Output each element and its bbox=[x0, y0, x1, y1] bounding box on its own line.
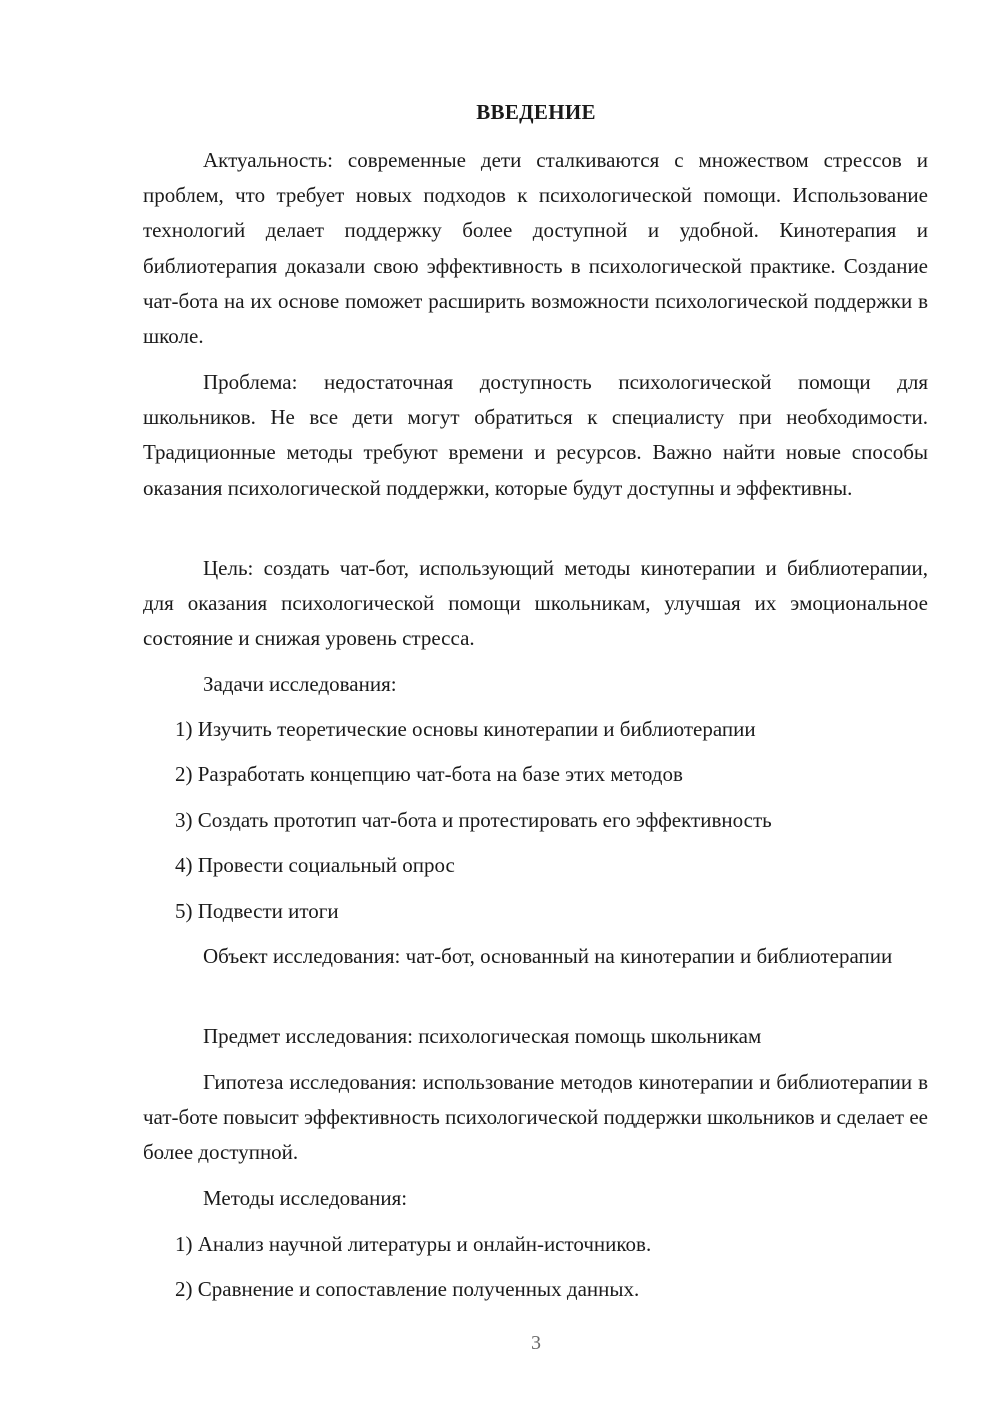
task-item: 3) Создать прототип чат-бота и протестировать его эффективность bbox=[175, 808, 772, 832]
tasks-heading: Задачи исследования: bbox=[203, 672, 397, 696]
task-item: 5) Подвести итоги bbox=[175, 899, 339, 923]
methods-heading: Методы исследования: bbox=[203, 1186, 408, 1210]
method-item: 1) Анализ научной литературы и онлайн-источников. bbox=[175, 1232, 652, 1256]
page-title: ВВЕДЕНИЕ bbox=[476, 100, 596, 124]
hypothesis-paragraph: Гипотеза исследования: использование методов кинотерапии и библиотерапии в чат-боте повысит эффективность психологической поддержки школьников и сделает ее более доступной. bbox=[143, 1070, 928, 1165]
problem-paragraph: Проблема: недостаточная доступность психологической помощи для школьников. Не все дети могут обратиться к специалисту при необходимости. Традиционные методы требуют времени и ресурсов. Важно найти новые способы оказания психологической поддержки, которые будут доступны и эффективны. bbox=[143, 370, 928, 500]
task-item: 2) Разработать концепцию чат-бота на базе этих методов bbox=[175, 762, 683, 786]
task-item: 1) Изучить теоретические основы кинотерапии и библиотерапии bbox=[175, 717, 756, 741]
object-paragraph: Объект исследования: чат-бот, основанный на кинотерапии и библиотерапии bbox=[203, 944, 893, 968]
method-item: 2) Сравнение и сопоставление полученных данных. bbox=[175, 1277, 640, 1301]
page-number: 3 bbox=[531, 1332, 541, 1354]
relevance-paragraph: Актуальность: современные дети сталкиваются с множеством стрессов и проблем, что требует новых подходов к психологической помощи. Использование технологий делает поддержку более доступной и удобной. Кинотерапия и библиотерапия доказали свою эффективность в психологической практике. Создание чат-бота на их основе поможет расширить возможности психологической поддержки в школе. bbox=[143, 148, 928, 349]
goal-paragraph: Цель: создать чат-бот, использующий методы кинотерапии и библиотерапии, для оказания психологической помощи школьникам, улучшая их эмоциональное состояние и снижая уровень стресса. bbox=[143, 556, 928, 651]
subject-paragraph: Предмет исследования: психологическая помощь школьникам bbox=[203, 1024, 762, 1048]
task-item: 4) Провести социальный опрос bbox=[175, 853, 455, 877]
